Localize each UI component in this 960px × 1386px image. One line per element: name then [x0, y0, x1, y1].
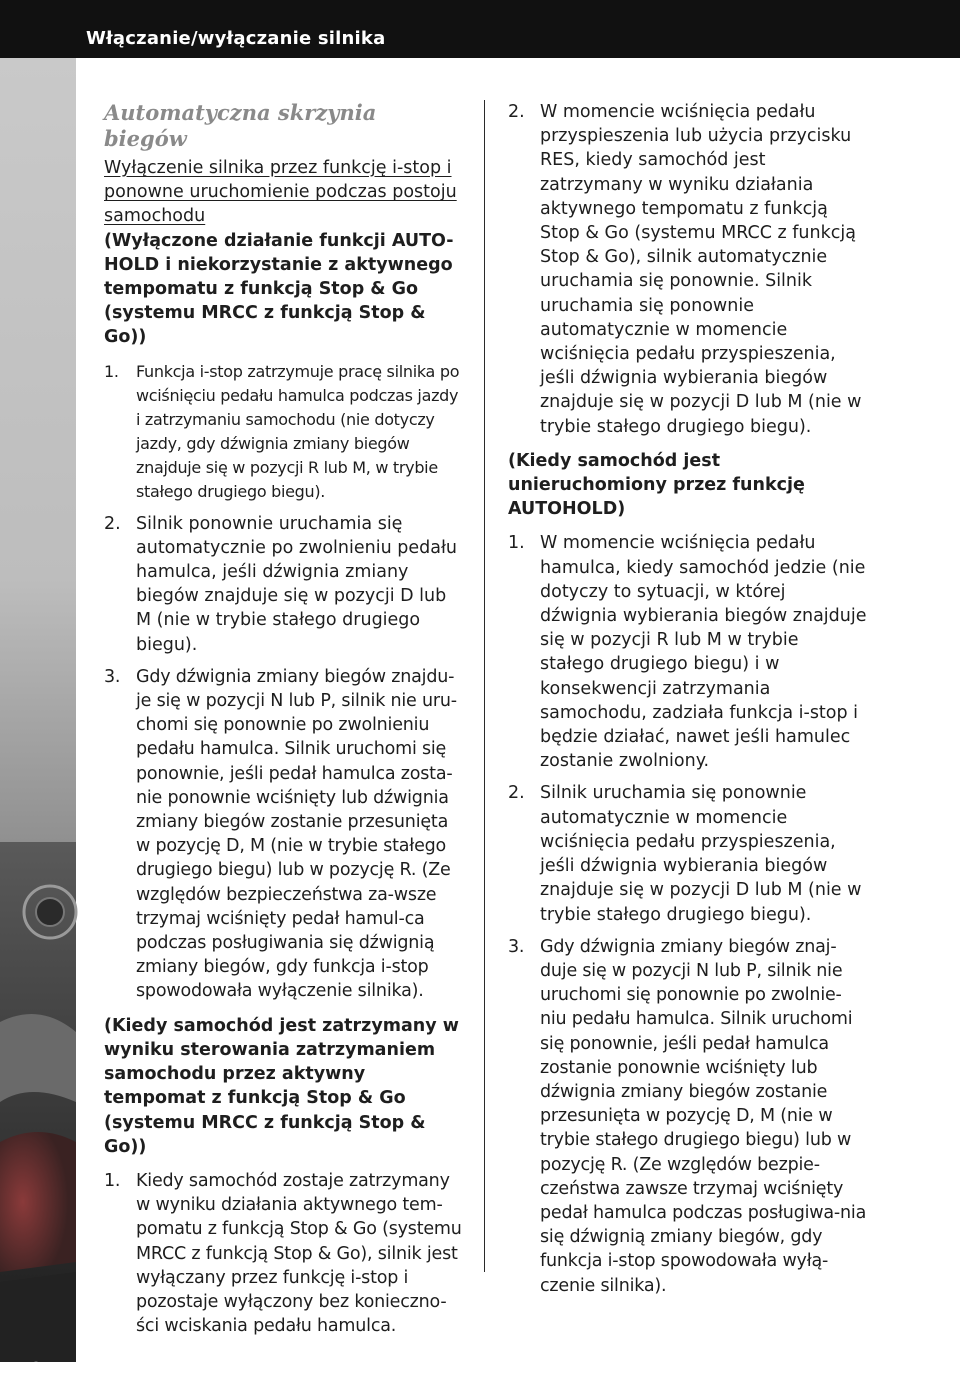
- column-divider: [484, 100, 485, 1272]
- left-column: [104, 100, 466, 1348]
- step-text: Silnik ponownie uruchamia się automatycznie po zwolnieniu pedału hamulca, jeśli dźwignia zmiany biegów znajduje się w pozycji D lub M (nie w trybie stałego drugiego biegu).: [136, 513, 458, 655]
- right-column: [508, 100, 868, 1308]
- step-text: W momencie wciśnięcia pedału przyspieszenia lub użycia przycisku RES, kiedy samochód jest zatrzymany w wyniku działania aktywnego tempomatu z funkcją Stop & Go (systemu MRCC z funkcją Stop & Go), silnik automatycznie uruchamia się ponownie. Silnik uruchamia się ponownie automatycznie w momencie wciśnięcia pedału przyspieszenia, jeśli dźwignia wybierania biegów znajduje się w pozycji D lub M (nie w trybie stałego drugiego biegu).: [540, 102, 862, 437]
- step-list: [104, 360, 466, 1004]
- header-title: Włączanie/wyłączanie silnika: [86, 28, 386, 49]
- step-list: [508, 100, 868, 439]
- list-item: [508, 935, 868, 1298]
- step-list: [104, 1169, 466, 1338]
- step-number: 1.: [508, 533, 525, 554]
- step-number: 3.: [508, 936, 525, 957]
- list-item: [104, 512, 466, 657]
- condition-heading: (Kiedy samochód jest zatrzymany w wyniku sterowania zatrzymaniem samochodu przez aktywny tempomat z funkcją Stop & Go (systemu MRCC z funkcją Stop & Go)): [104, 1015, 459, 1157]
- step-number: 2.: [508, 783, 525, 804]
- step-number: 3.: [104, 666, 121, 687]
- condition-heading: (Wyłączone działanie funkcji AUTO-HOLD i niekorzystanie z aktywnego tempomatu z funkcją Stop & Go (systemu MRCC z funkcją Stop & Go)): [104, 230, 454, 348]
- step-text: Funkcja i-stop zatrzymuje pracę silnika po wciśnięciu pedału hamulca podczas jazdy i zatrzymaniu samochodu (nie dotyczy jazdy, gdy dźwignia zmiany biegów znajduje się w pozycji R lub M, w trybie stałego drugiego biegu).: [136, 361, 460, 501]
- page-header: [0, 0, 960, 58]
- condition-heading: (Kiedy samochód jest unieruchomiony przez funkcję AUTOHOLD): [508, 450, 805, 520]
- section-title: Automatyczna skrzynia biegów: [104, 100, 377, 151]
- list-item: [104, 1169, 466, 1338]
- sidebar-band: [0, 58, 76, 1386]
- list-item: [104, 360, 466, 504]
- page-number: 4-6: [4, 1358, 43, 1386]
- step-list: [508, 531, 868, 1297]
- step-text: Silnik uruchamia się ponownie automatycznie w momencie wciśnięcia pedału przyspieszenia, jeśli dźwignia wybierania biegów znajduje się w pozycji D lub M (nie w trybie stałego drugiego biegu).: [540, 783, 862, 925]
- list-item: [104, 665, 466, 1004]
- step-number: 2.: [508, 102, 525, 122]
- step-text: Gdy dźwignia zmiany biegów znajdu-je się w pozycji N lub P, silnik nie uru-chomi się ponownie po zwolnieniu pedału hamulca. Silnik uruchomi się ponownie, jeśli pedał hamulca zosta-nie ponownie wciśnięty lub dźwignia zmiany biegów zostanie przesunięta w pozycję D, M (nie w trybie stałego drugiego biegu) lub w pozycję R. (Ze względów bezpieczeństwa za-wsze trzymaj wciśnięty pedał hamul-ca podczas posługiwania się dźwignią zmiany biegów, gdy funkcja i-stop spowodowała wyłączenie silnika).: [136, 666, 457, 1002]
- car-interior-photo: [0, 842, 76, 1362]
- step-number: 1.: [104, 1170, 121, 1191]
- list-item: [508, 531, 868, 773]
- step-text: Gdy dźwignia zmiany biegów znaj-duje się w pozycji N lub P, silnik nie uruchomi się ponownie po zwolnie-niu pedału hamulca. Silnik uruchomi się ponownie, jeśli pedał hamulca zostanie ponownie wciśnięty lub dźwignia zmiany biegów zostanie przesunięta w pozycję D, M (nie w trybie stałego drugiego biegu) lub w pozycję R. (Ze względów bezpie-czeństwa zawsze trzymaj wciśnięty pedał hamulca podczas posługiwa-nia się dźwignią zmiany biegów, gdy funkcja i-stop spowodowała wyłą-czenie silnika).: [540, 936, 867, 1296]
- subheading: Wyłączenie silnika przez funkcję i-stop i ponowne uruchomienie podczas postoju samochodu: [104, 158, 457, 227]
- step-number: 1.: [104, 361, 119, 381]
- step-text: Kiedy samochód zostaje zatrzymany w wyniku działania aktywnego tem-pomatu z funkcją Stop & Go (systemu MRCC z funkcją Stop & Go), silnik jest wyłączany przez funkcję i-stop i pozostaje wyłączony bez konieczno-ści wciskania pedału hamulca.: [136, 1170, 462, 1337]
- step-text: W momencie wciśnięcia pedału hamulca, kiedy samochód jedzie (nie dotyczy to sytuacji, w której dźwignia wybierania biegów znajduje się w pozycji R lub M w trybie stałego drugiego biegu) i w konsekwencji zatrzymania samochodu, zadziała funkcja i-stop i będzie działać, nawet jeśli hamulec zostanie zwolniony.: [540, 533, 867, 772]
- list-item: [508, 100, 868, 439]
- step-number: 2.: [104, 513, 121, 534]
- list-item: [508, 781, 868, 926]
